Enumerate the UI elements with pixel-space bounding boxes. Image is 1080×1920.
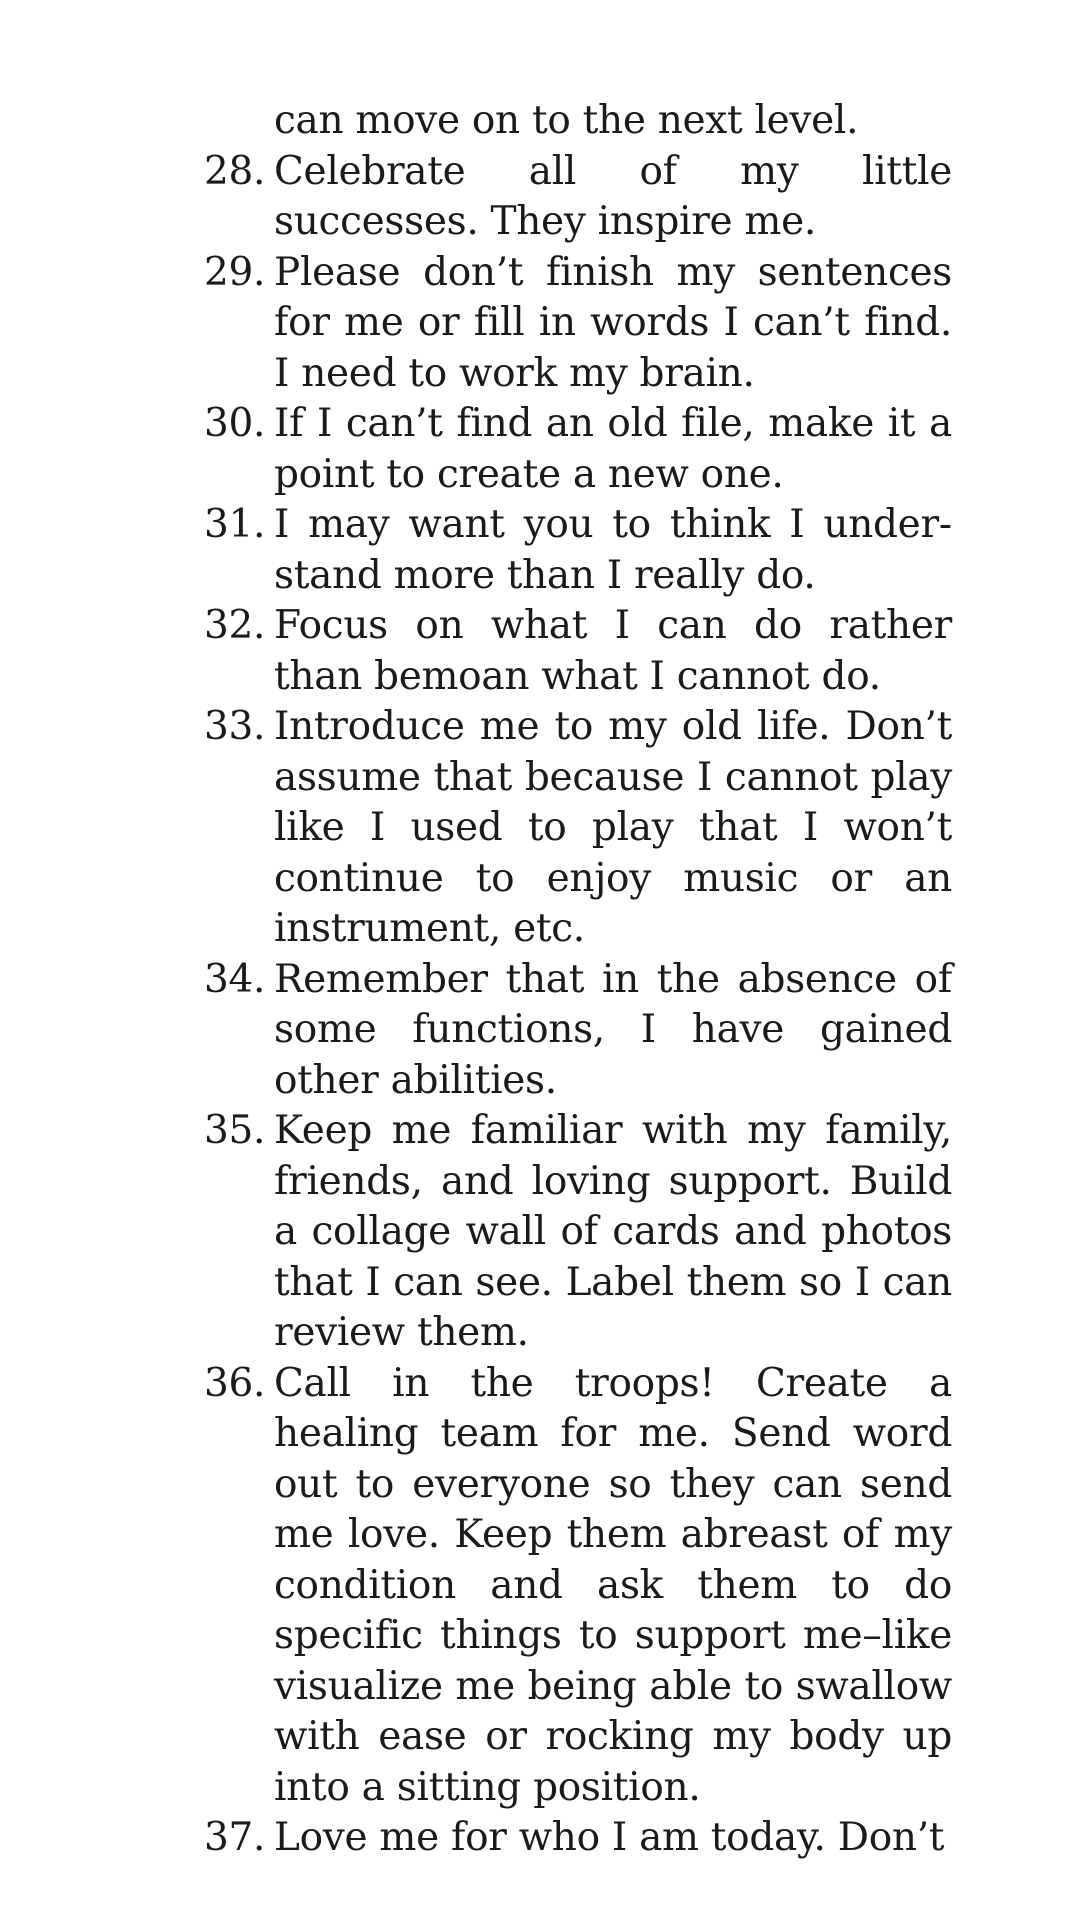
item-text: Call in the troops! Create a healing team for me. Send word out to everyone so they can send me love. Keep them abreast of my condition and ask them to do specific things to support me–like visualize me being able to swallow with ease or rocking my body up into a sitting position.	[274, 1360, 952, 1810]
item-text: Please don’t finish my sentences for me or fill in words I can’t find. I need to work my brain.	[274, 249, 952, 396]
list-item	[204, 248, 952, 400]
item-text: Keep me familiar with my family, friends, and loving support. Build a collage wall of cards and photos that I can see. Label them so I can review them.	[274, 1108, 952, 1355]
item-text: I may want you to think I understand more than I really do.	[274, 502, 952, 598]
item-number: 28.	[204, 148, 266, 194]
item-number: 33.	[204, 704, 266, 749]
item-text: Remember that in the absence of some functions, I have gained other abilities.	[274, 956, 952, 1103]
list-item	[204, 1813, 952, 1864]
list-item	[204, 1359, 952, 1814]
item-number: 29.	[204, 249, 266, 295]
list-item	[204, 601, 952, 702]
item-number: 31.	[204, 502, 266, 547]
item-text: Love me for who I am today. Don’t	[274, 1815, 945, 1860]
list-item	[204, 399, 952, 500]
item-number: 36.	[204, 1360, 266, 1406]
item-number: 37.	[204, 1815, 266, 1860]
list-item	[204, 955, 952, 1107]
item-number: 34.	[204, 956, 266, 1002]
item-text: Introduce me to my old life. Don’t assume that because I cannot play like I used to play that I won’t continue to enjoy music or an instrument, etc.	[274, 704, 952, 951]
item-number: 32.	[204, 603, 266, 648]
list-item	[204, 702, 952, 955]
item-number: 30.	[204, 401, 266, 446]
list-item	[204, 1106, 952, 1359]
item-number: 35.	[204, 1108, 266, 1153]
list-item	[204, 500, 952, 601]
numbered-list	[204, 147, 952, 1864]
list-item	[204, 147, 952, 248]
item-text: Celebrate all of my little successes. They inspire me.	[274, 148, 952, 244]
item-text: Focus on what I can do rather than bemoan what I cannot do.	[274, 603, 952, 699]
continued-line: can move on to the next level.	[274, 98, 859, 143]
item-text: If I can’t find an old file, make it a point to create a new one.	[274, 401, 952, 497]
document-page	[204, 96, 952, 1864]
